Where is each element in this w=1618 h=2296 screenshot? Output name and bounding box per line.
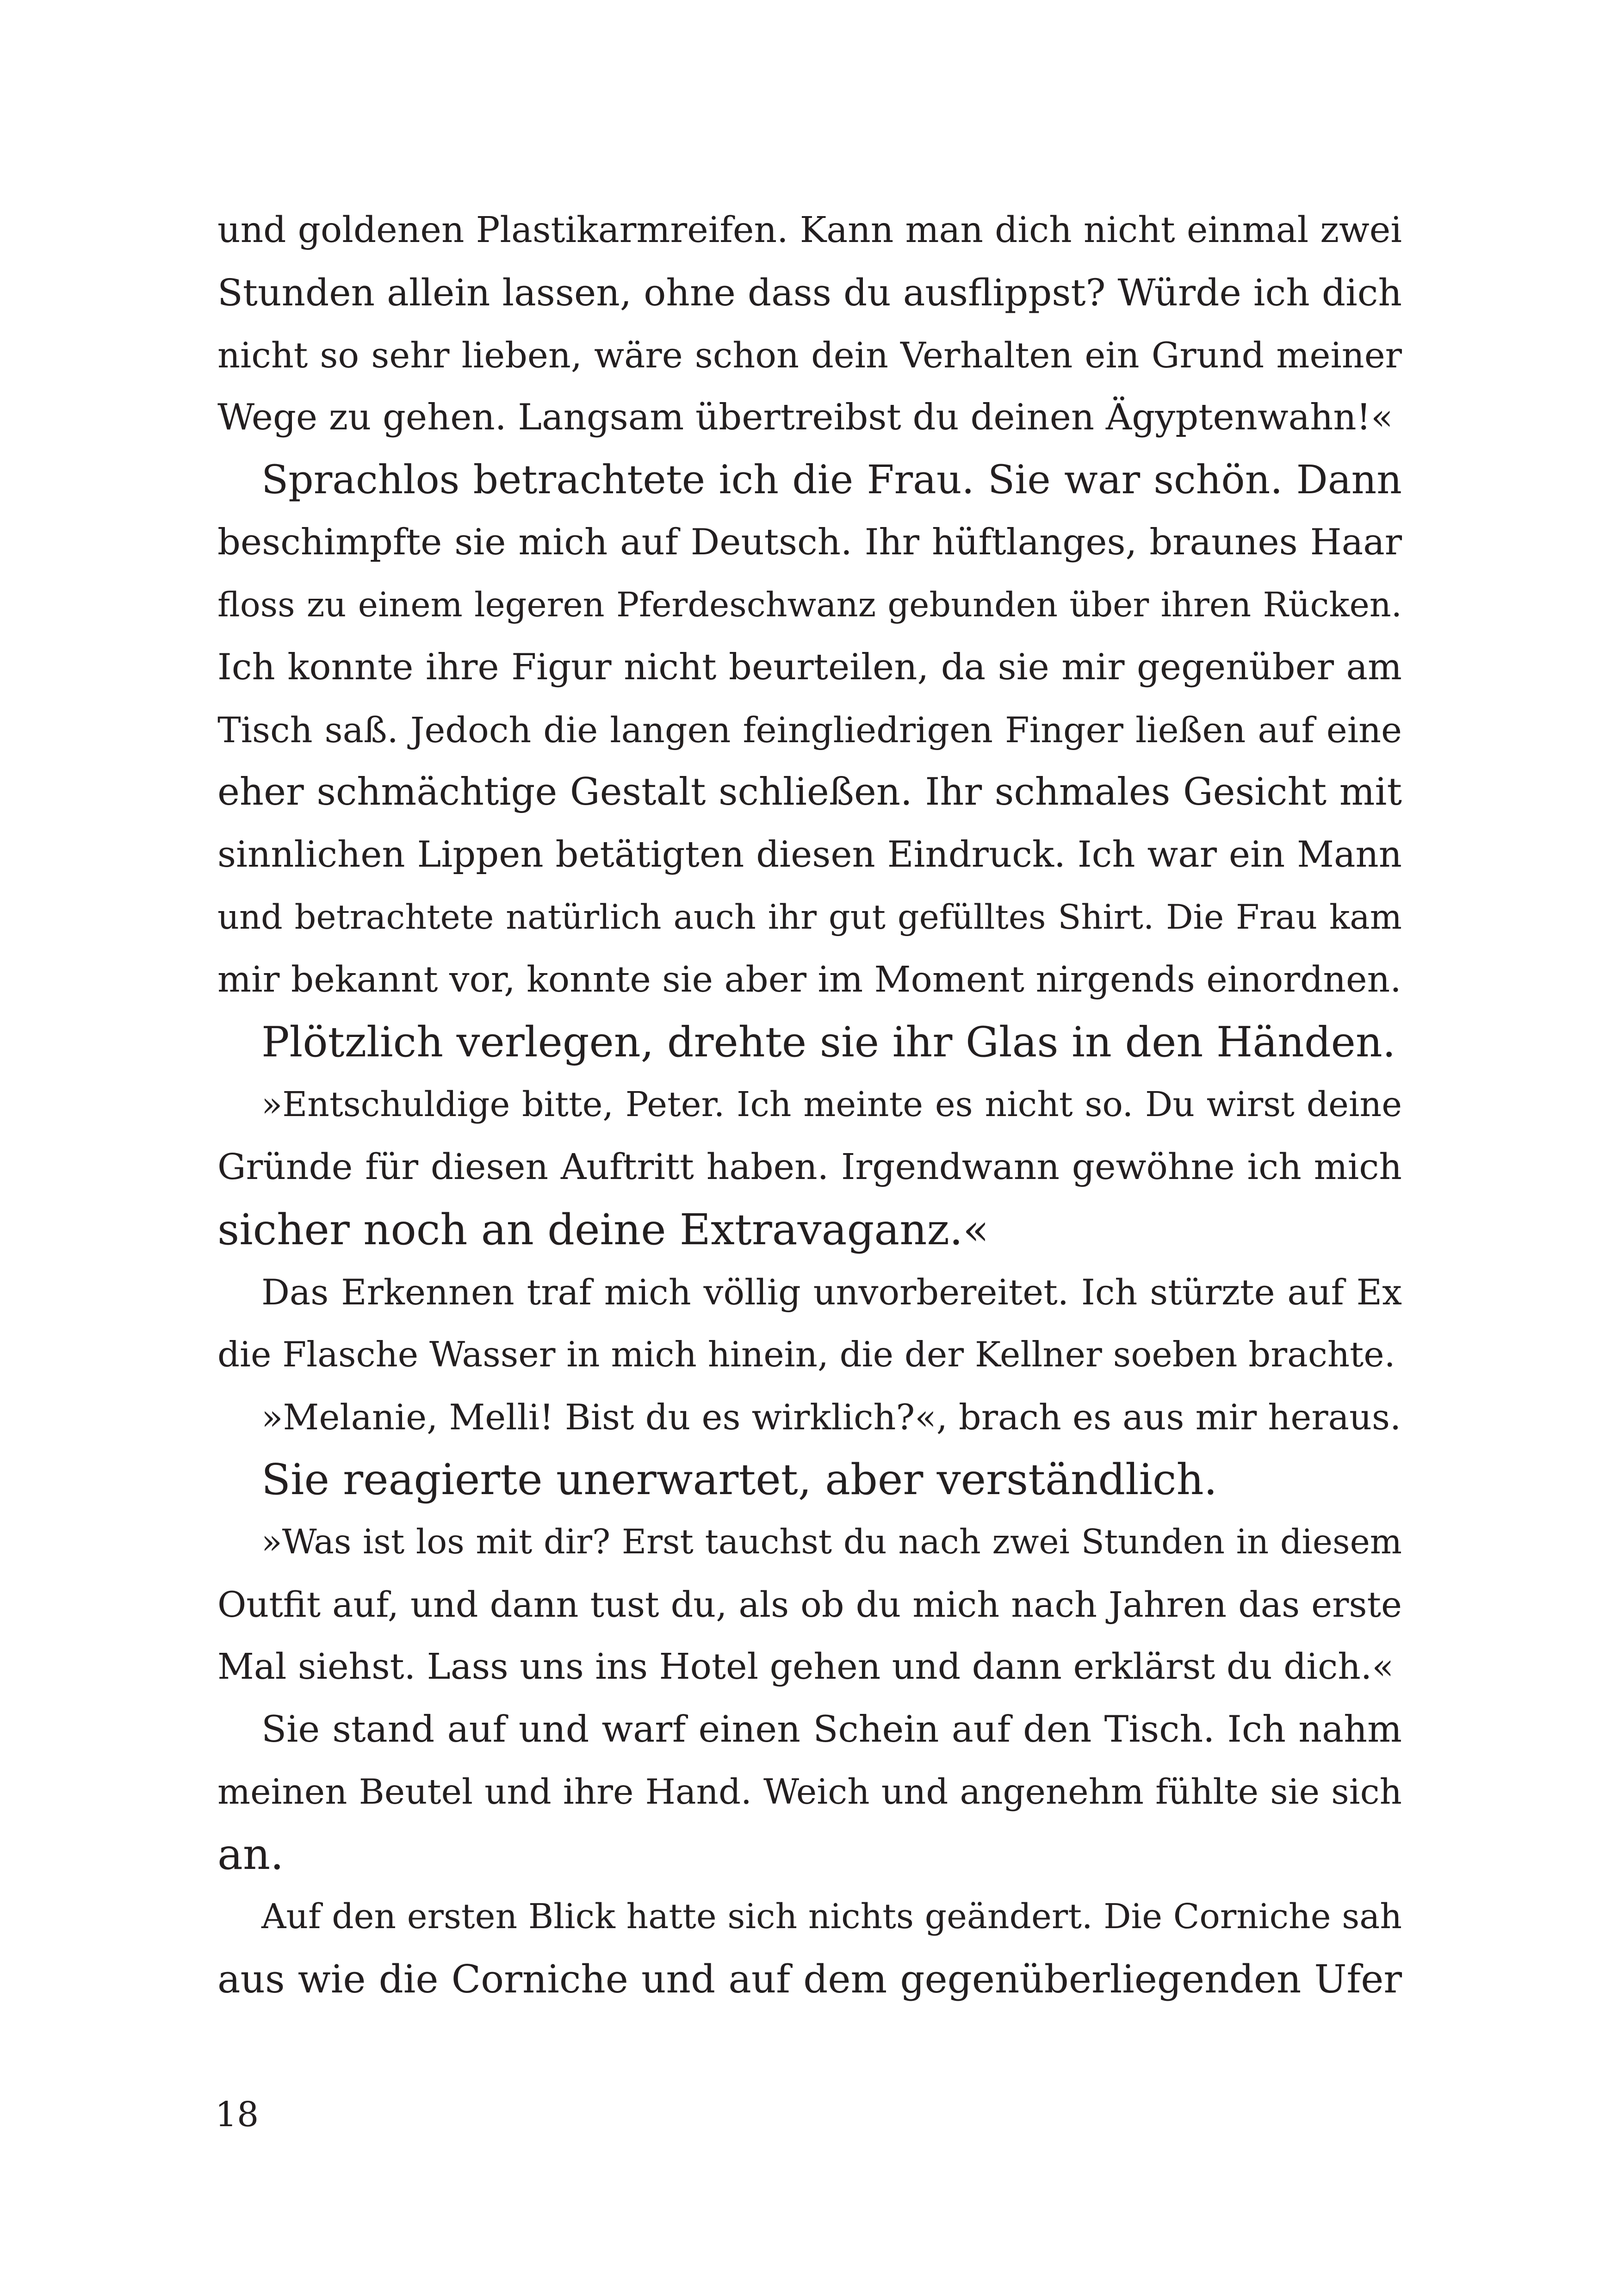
text-line: aus wie die Corniche und auf dem gegenüberliegenden Ufer <box>217 1957 1402 2002</box>
paragraph-2 <box>217 449 1402 1011</box>
text-line: sinnlichen Lippen betätigten diesen Eindruck. Ich war ein Mann <box>217 834 1402 875</box>
paragraph-4 <box>217 1074 1402 1261</box>
text-line: und betrachtete natürlich auch ihr gut gefülltes Shirt. Die Frau kam <box>217 898 1402 937</box>
text-line: an. <box>217 1830 284 1879</box>
paragraph-5 <box>217 1261 1402 1386</box>
text-line: Das Erkennen traf mich völlig unvorbereitet. Ich stürzte auf Ex <box>261 1272 1402 1313</box>
text-line: eher schmächtige Gestalt schließen. Ihr schmales Gesicht mit <box>217 770 1402 814</box>
text-line: meinen Beutel und ihre Hand. Weich und angenehm fühlte sie sich <box>217 1771 1402 1812</box>
text-line: »Melanie, Melli! Bist du es wirklich?«, brach es aus mir heraus. <box>261 1396 1401 1438</box>
text-line: »Entschuldige bitte, Peter. Ich meinte es nicht so. Du wirst deine <box>261 1085 1402 1124</box>
body-text <box>217 199 1402 2011</box>
paragraph-7 <box>217 1448 1402 1511</box>
text-line: Gründe für diesen Auftritt haben. Irgendwann gewöhne ich mich <box>217 1147 1402 1188</box>
text-line: und goldenen Plastikarmreifen. Kann man dich nicht einmal zwei <box>217 210 1402 251</box>
paragraph-8 <box>217 1511 1402 1698</box>
paragraph-1 <box>217 199 1402 449</box>
text-line: mir bekannt vor, konnte sie aber im Moment nirgends einordnen. <box>217 959 1401 1000</box>
paragraph-3 <box>217 1011 1402 1074</box>
paragraph-10 <box>217 1886 1402 2011</box>
text-line: Outfit auf, und dann tust du, als ob du mich nach Jahren das erste <box>217 1584 1402 1625</box>
text-line: nicht so sehr lieben, wäre schon dein Verhalten ein Grund meiner <box>217 335 1402 376</box>
text-line: Wege zu gehen. Langsam übertreibst du deinen Ägyptenwahn!« <box>217 397 1393 438</box>
paragraph-9 <box>217 1698 1402 1886</box>
text-line: beschimpfte sie mich auf Deutsch. Ihr hüftlanges, braunes Haar <box>217 521 1402 563</box>
text-line: Tisch saß. Jedoch die langen feingliedrigen Finger ließen auf eine <box>217 709 1402 751</box>
text-line: floss zu einem legeren Pferdeschwanz gebunden über ihren Rücken. <box>217 585 1402 625</box>
text-line: Plötzlich verlegen, drehte sie ihr Glas in den Händen. <box>261 1018 1396 1067</box>
text-line: Sie stand auf und warf einen Schein auf den Tisch. Ich nahm <box>261 1708 1402 1750</box>
text-line: Ich konnte ihre Figur nicht beurteilen, da sie mir gegenüber am <box>217 646 1402 688</box>
text-line: Sprachlos betrachtete ich die Frau. Sie war schön. Dann <box>261 457 1402 503</box>
paragraph-6 <box>217 1386 1402 1448</box>
text-line: Auf den ersten Blick hatte sich nichts geändert. Die Corniche sah <box>261 1897 1402 1936</box>
text-line: Sie reagierte unerwartet, aber verständlich. <box>261 1455 1218 1504</box>
text-line: Mal siehst. Lass uns ins Hotel gehen und dann erklärst du dich.« <box>217 1646 1394 1688</box>
text-line: »Was ist los mit dir? Erst tauchst du nach zwei Stunden in diesem <box>261 1522 1402 1562</box>
text-line: Stunden allein lassen, ohne dass du ausflippst? Würde ich dich <box>217 271 1402 314</box>
text-line: sicher noch an deine Extravaganz.« <box>217 1205 989 1254</box>
page-number: 18 <box>215 2095 259 2135</box>
text-line: die Flasche Wasser in mich hinein, die der Kellner soeben brachte. <box>217 1334 1395 1375</box>
